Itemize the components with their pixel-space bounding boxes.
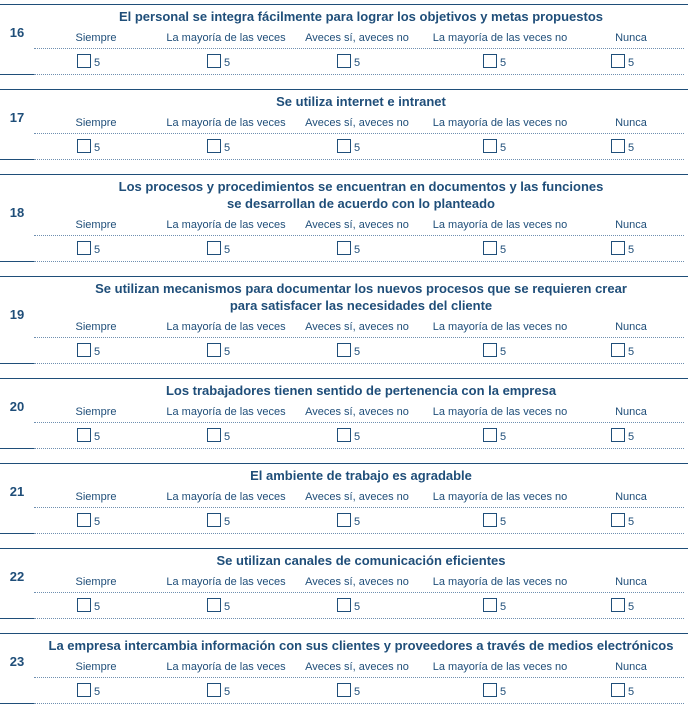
question-text: Se utiliza internet e intranet [276, 94, 446, 109]
dotted-rule [34, 448, 684, 449]
option-label: La mayoría de las veces [166, 406, 286, 418]
option-value: 5 [500, 244, 507, 256]
option-value: 5 [354, 142, 361, 154]
divider [0, 548, 688, 549]
option-label: La mayoría de las veces [166, 321, 286, 333]
divider [0, 378, 688, 379]
option-label: Aveces sí, aveces no [305, 117, 409, 129]
option-label: Siempre [75, 661, 117, 673]
option-label: Nunca [615, 576, 647, 588]
number-underline [0, 448, 34, 449]
option-value: 5 [224, 142, 231, 154]
option-value: 5 [224, 346, 231, 358]
number-underline [0, 363, 34, 364]
option-checkbox[interactable] [483, 54, 497, 68]
question-text: El ambiente de trabajo es agradable [250, 468, 472, 483]
option-checkbox[interactable] [207, 343, 221, 357]
option-checkbox[interactable] [337, 241, 351, 255]
dotted-rule [34, 74, 684, 75]
option-checkbox[interactable] [483, 139, 497, 153]
question-number: 22 [9, 569, 25, 584]
option-checkbox[interactable] [207, 513, 221, 527]
option-label: Nunca [615, 219, 647, 231]
option-checkbox[interactable] [483, 428, 497, 442]
question-block [0, 89, 688, 167]
option-label: La mayoría de las veces no [432, 321, 568, 333]
question-text: Se utilizan canales de comunicación eficientes [216, 553, 506, 568]
question-number: 20 [9, 399, 25, 414]
option-label: La mayoría de las veces [166, 32, 286, 44]
option-checkbox[interactable] [483, 683, 497, 697]
option-value: 5 [628, 57, 635, 69]
option-checkbox[interactable] [337, 513, 351, 527]
option-value: 5 [94, 57, 101, 69]
option-value: 5 [94, 601, 101, 613]
option-label: La mayoría de las veces no [432, 32, 568, 44]
option-label: Siempre [75, 32, 117, 44]
dotted-rule [34, 507, 684, 508]
number-underline [0, 74, 34, 75]
option-label: La mayoría de las veces [166, 219, 286, 231]
option-label: Aveces sí, aveces no [305, 491, 409, 503]
dotted-rule [34, 159, 684, 160]
number-underline [0, 261, 34, 262]
option-checkbox[interactable] [611, 343, 625, 357]
option-checkbox[interactable] [207, 683, 221, 697]
option-label: Siempre [75, 321, 117, 333]
dotted-rule [34, 533, 684, 534]
question-text: Se utilizan mecanismos para documentar los nuevos procesos que se requieren crear [95, 281, 627, 296]
option-value: 5 [628, 142, 635, 154]
option-label: La mayoría de las veces no [432, 661, 568, 673]
option-label: Nunca [615, 491, 647, 503]
option-checkbox[interactable] [483, 598, 497, 612]
option-checkbox[interactable] [611, 54, 625, 68]
question-block [0, 633, 688, 709]
option-value: 5 [628, 346, 635, 358]
option-label: Aveces sí, aveces no [305, 321, 409, 333]
option-value: 5 [354, 57, 361, 69]
option-value: 5 [224, 431, 231, 443]
dotted-rule [34, 337, 684, 338]
option-value: 5 [224, 244, 231, 256]
option-value: 5 [224, 601, 231, 613]
option-checkbox[interactable] [483, 513, 497, 527]
question-text: Los procesos y procedimientos se encuentran en documentos y las funciones [118, 179, 604, 194]
option-label: Nunca [615, 321, 647, 333]
dotted-rule [34, 422, 684, 423]
dotted-rule [34, 677, 684, 678]
question-number: 18 [9, 205, 25, 220]
option-label: La mayoría de las veces no [432, 219, 568, 231]
option-value: 5 [628, 686, 635, 698]
question-number: 19 [9, 307, 25, 322]
number-underline [0, 159, 34, 160]
option-checkbox[interactable] [77, 54, 91, 68]
option-label: La mayoría de las veces no [432, 117, 568, 129]
dotted-rule [34, 592, 684, 593]
option-value: 5 [94, 516, 101, 528]
option-label: Siempre [75, 406, 117, 418]
option-label: La mayoría de las veces [166, 576, 286, 588]
option-label: Aveces sí, aveces no [305, 406, 409, 418]
option-checkbox[interactable] [77, 513, 91, 527]
option-value: 5 [500, 346, 507, 358]
option-checkbox[interactable] [337, 343, 351, 357]
option-checkbox[interactable] [611, 428, 625, 442]
question-block [0, 548, 688, 626]
dotted-rule [34, 235, 684, 236]
option-checkbox[interactable] [611, 683, 625, 697]
option-label: Siempre [75, 219, 117, 231]
option-label: Nunca [615, 117, 647, 129]
option-value: 5 [354, 346, 361, 358]
divider [0, 89, 688, 90]
option-label: Aveces sí, aveces no [305, 661, 409, 673]
divider [0, 4, 688, 5]
question-block [0, 4, 688, 82]
option-value: 5 [500, 57, 507, 69]
option-value: 5 [628, 601, 635, 613]
divider [0, 276, 688, 277]
option-checkbox[interactable] [337, 683, 351, 697]
option-label: La mayoría de las veces no [432, 491, 568, 503]
question-block [0, 276, 688, 372]
option-label: Siempre [75, 491, 117, 503]
option-value: 5 [628, 431, 635, 443]
option-checkbox[interactable] [611, 513, 625, 527]
question-number: 21 [9, 484, 25, 499]
number-underline [0, 618, 34, 619]
option-checkbox[interactable] [77, 683, 91, 697]
option-checkbox[interactable] [207, 428, 221, 442]
option-label: Nunca [615, 32, 647, 44]
option-value: 5 [500, 516, 507, 528]
option-checkbox[interactable] [207, 598, 221, 612]
option-checkbox[interactable] [207, 241, 221, 255]
question-text: para satisfacer las necesidades del cliente [229, 298, 493, 313]
option-checkbox[interactable] [337, 598, 351, 612]
divider [0, 463, 688, 464]
dotted-rule [34, 363, 684, 364]
option-label: Nunca [615, 406, 647, 418]
option-value: 5 [628, 244, 635, 256]
dotted-rule [34, 48, 684, 49]
option-value: 5 [94, 346, 101, 358]
question-number: 16 [9, 25, 25, 40]
question-number: 17 [9, 110, 25, 125]
option-value: 5 [354, 686, 361, 698]
option-label: La mayoría de las veces [166, 661, 286, 673]
option-value: 5 [94, 244, 101, 256]
dotted-rule [34, 703, 684, 704]
option-value: 5 [224, 516, 231, 528]
option-label: Aveces sí, aveces no [305, 32, 409, 44]
number-underline [0, 703, 34, 704]
option-checkbox[interactable] [483, 241, 497, 255]
option-checkbox[interactable] [483, 343, 497, 357]
question-text: El personal se integra fácilmente para lograr los objetivos y metas propuestos [118, 9, 604, 24]
option-label: Aveces sí, aveces no [305, 219, 409, 231]
option-label: La mayoría de las veces [166, 117, 286, 129]
option-checkbox[interactable] [77, 241, 91, 255]
option-checkbox[interactable] [77, 598, 91, 612]
option-value: 5 [354, 431, 361, 443]
option-checkbox[interactable] [77, 343, 91, 357]
option-value: 5 [500, 686, 507, 698]
option-checkbox[interactable] [611, 598, 625, 612]
question-block [0, 378, 688, 456]
option-checkbox[interactable] [611, 139, 625, 153]
option-value: 5 [500, 601, 507, 613]
option-value: 5 [224, 686, 231, 698]
question-text: se desarrollan de acuerdo con lo planteado [226, 196, 496, 211]
option-value: 5 [224, 57, 231, 69]
option-value: 5 [94, 431, 101, 443]
question-text: Los trabajadores tienen sentido de pertenencia con la empresa [165, 383, 557, 398]
option-label: La mayoría de las veces no [432, 576, 568, 588]
divider [0, 174, 688, 175]
option-checkbox[interactable] [207, 139, 221, 153]
option-label: La mayoría de las veces no [432, 406, 568, 418]
option-checkbox[interactable] [611, 241, 625, 255]
divider [0, 633, 688, 634]
option-value: 5 [628, 516, 635, 528]
option-checkbox[interactable] [77, 428, 91, 442]
option-checkbox[interactable] [337, 428, 351, 442]
dotted-rule [34, 133, 684, 134]
option-checkbox[interactable] [77, 139, 91, 153]
question-number: 23 [9, 654, 25, 669]
question-text: La empresa intercambia información con sus clientes y proveedores a través de medios electrónicos [48, 638, 674, 653]
option-value: 5 [354, 244, 361, 256]
option-label: Nunca [615, 661, 647, 673]
dotted-rule [34, 618, 684, 619]
option-checkbox[interactable] [337, 139, 351, 153]
option-label: Siempre [75, 117, 117, 129]
option-value: 5 [354, 516, 361, 528]
option-label: La mayoría de las veces [166, 491, 286, 503]
question-block [0, 463, 688, 541]
option-label: Siempre [75, 576, 117, 588]
number-underline [0, 533, 34, 534]
question-block [0, 174, 688, 270]
option-checkbox[interactable] [337, 54, 351, 68]
option-value: 5 [354, 601, 361, 613]
option-value: 5 [500, 142, 507, 154]
dotted-rule [34, 261, 684, 262]
option-label: Aveces sí, aveces no [305, 576, 409, 588]
option-value: 5 [500, 431, 507, 443]
option-value: 5 [94, 686, 101, 698]
option-checkbox[interactable] [207, 54, 221, 68]
option-value: 5 [94, 142, 101, 154]
